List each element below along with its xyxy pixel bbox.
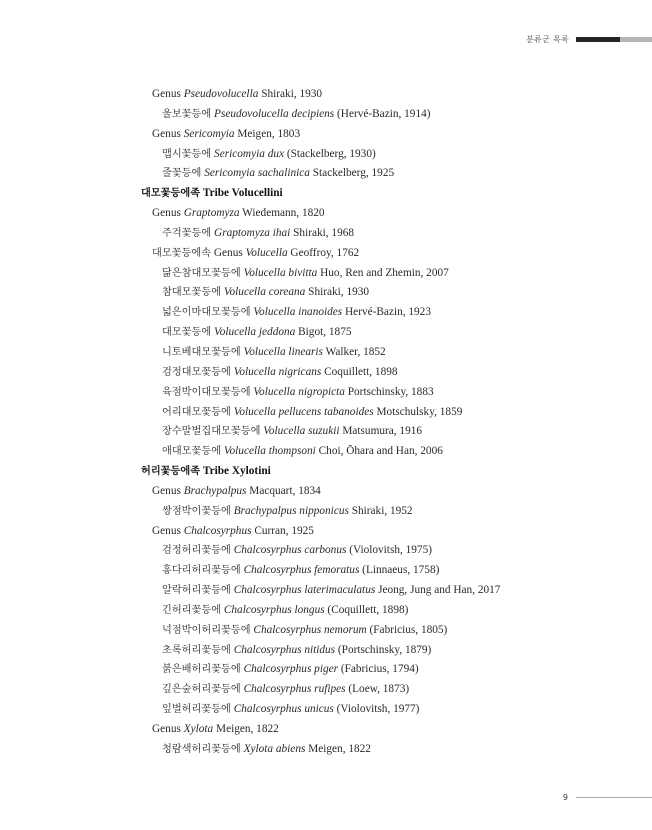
scientific-name: Chalcosyrphus xyxy=(183,524,252,537)
entry-authority: Matsumura, 1916 xyxy=(339,425,423,438)
entry-authority: Meigen, 1822 xyxy=(305,742,371,755)
species-entry xyxy=(0,164,652,184)
entry-authority: Stackelberg, 1925 xyxy=(309,167,395,180)
entry-authority: Hervé-Bazin, 1923 xyxy=(342,306,431,319)
scientific-name: Graptomyza ihai xyxy=(214,226,291,239)
genus-entry xyxy=(0,482,652,502)
korean-name: 주걱꽃등에 xyxy=(162,227,212,239)
korean-name: 어리대모꽃등에 xyxy=(162,406,231,418)
page-footer xyxy=(563,793,652,802)
entry-authority: (Hervé-Bazin, 1914) xyxy=(334,107,431,120)
species-entry xyxy=(0,442,652,462)
species-entry xyxy=(0,383,652,403)
species-entry xyxy=(0,641,652,661)
tribe-entry xyxy=(0,184,652,204)
korean-name: 검정허리꽃등에 xyxy=(162,545,231,557)
footer-rule xyxy=(576,797,652,798)
korean-name: 참대모꽃등에 xyxy=(162,287,222,299)
korean-name: 청람색허리꽃등에 xyxy=(162,743,241,755)
species-entry xyxy=(0,264,652,284)
korean-name: 넉점박이허리꽃등에 xyxy=(162,624,251,636)
scientific-name: Pseudovolucella decipiens xyxy=(214,107,335,120)
genus-entry xyxy=(0,720,652,740)
entry-authority: (Fabricius, 1805) xyxy=(366,623,448,636)
korean-name: 애대모꽃등에 xyxy=(162,446,222,458)
scientific-name: Volucella jeddona xyxy=(214,326,296,339)
entry-authority: (Loew, 1873) xyxy=(345,683,410,696)
species-entry xyxy=(0,621,652,641)
genus-entry xyxy=(0,125,652,145)
taxon-list xyxy=(0,85,652,760)
scientific-name: Volucella coreana xyxy=(223,286,306,299)
species-entry xyxy=(0,343,652,363)
species-entry xyxy=(0,502,652,522)
entry-authority: (Violovitsh, 1977) xyxy=(333,703,420,716)
scientific-name: Xylota xyxy=(183,723,214,735)
entry-authority: Portschinsky, 1883 xyxy=(344,385,434,398)
entry-authority: (Fabricius, 1794) xyxy=(338,663,419,676)
entry-prefix: Genus xyxy=(152,207,184,220)
scientific-name: Sericomyia sachalinica xyxy=(204,167,310,180)
entry-authority: Huo, Ren and Zhemin, 2007 xyxy=(317,266,449,279)
entry-authority: (Linnaeus, 1758) xyxy=(359,564,440,577)
scientific-name: Chalcosyrphus rufipes xyxy=(243,683,346,696)
korean-name: 붉은배허리꽃등에 xyxy=(162,664,241,676)
scientific-name: Volucella pellucens tabanoides xyxy=(233,405,374,418)
entry-authority: Walker, 1852 xyxy=(322,345,386,358)
entry-authority: Meigen, 1822 xyxy=(213,723,279,735)
scientific-name: Sericomyia xyxy=(183,127,235,140)
header-bar-light xyxy=(620,37,652,42)
scientific-name: Volucella thompsoni xyxy=(223,445,316,458)
genus-entry xyxy=(0,85,652,105)
korean-name: 울보꽃등에 xyxy=(162,108,212,120)
species-entry xyxy=(0,105,652,125)
entry-authority: (Stackelberg, 1930) xyxy=(284,147,376,160)
entry-prefix: Tribe Volucellini xyxy=(200,187,283,200)
scientific-name: Volucella xyxy=(245,246,288,259)
species-entry xyxy=(0,363,652,383)
korean-name: 육점박이대모꽃등에 xyxy=(162,386,251,398)
entry-authority: Shiraki, 1930 xyxy=(305,286,370,299)
scientific-name: Chalcosyrphus nemorum xyxy=(253,623,367,636)
korean-name: 검정대모꽃등에 xyxy=(162,366,231,378)
tribe-entry xyxy=(0,462,652,482)
entry-authority: Shiraki, 1930 xyxy=(258,88,323,100)
korean-name: 대모꽃등에족 xyxy=(141,188,201,200)
entry-prefix: Genus xyxy=(152,723,184,735)
entry-authority: Motschulsky, 1859 xyxy=(373,405,463,418)
entry-authority: Bigot, 1875 xyxy=(295,326,352,339)
species-entry xyxy=(0,303,652,323)
korean-name: 대모꽃등에 xyxy=(162,327,212,339)
scientific-name: Brachypalpus xyxy=(183,484,247,497)
entry-authority: Macquart, 1834 xyxy=(246,484,321,497)
scientific-name: Chalcosyrphus piger xyxy=(243,663,339,676)
species-entry xyxy=(0,680,652,700)
scientific-name: Volucella inanoides xyxy=(253,306,343,319)
species-entry xyxy=(0,422,652,442)
korean-name: 잎벌허리꽃등에 xyxy=(162,704,231,716)
korean-name: 초록허리꽃등에 xyxy=(162,644,231,656)
korean-name: 넓은이마대모꽃등에 xyxy=(162,307,251,319)
scientific-name: Sericomyia dux xyxy=(214,147,285,160)
scientific-name: Volucella linearis xyxy=(243,345,323,358)
entry-authority: Shiraki, 1952 xyxy=(348,504,413,517)
korean-name: 긴허리꽃등에 xyxy=(162,604,222,616)
korean-name: 깊은숲허리꽃등에 xyxy=(162,684,241,696)
scientific-name: Graptomyza xyxy=(183,207,240,220)
korean-name: 줄꽃등에 xyxy=(162,168,202,180)
scientific-name: Volucella bivitta xyxy=(243,266,318,279)
scientific-name: Pseudovolucella xyxy=(183,88,259,100)
species-entry xyxy=(0,601,652,621)
entry-authority: Meigen, 1803 xyxy=(234,127,301,140)
entry-authority: (Violovitsh, 1975) xyxy=(346,544,432,557)
korean-name: 맵시꽃등에 xyxy=(162,148,212,160)
entry-authority: (Coquillett, 1898) xyxy=(324,603,409,616)
species-entry xyxy=(0,145,652,165)
species-entry xyxy=(0,323,652,343)
page-header xyxy=(526,32,652,46)
species-entry xyxy=(0,581,652,601)
scientific-name: Chalcosyrphus carbonus xyxy=(233,544,347,557)
entry-prefix: Genus xyxy=(152,88,184,100)
entry-prefix: Genus xyxy=(211,246,246,259)
species-entry xyxy=(0,700,652,720)
korean-name: 홍다리허리꽃등에 xyxy=(162,565,241,577)
entry-prefix: Genus xyxy=(152,127,184,140)
scientific-name: Chalcosyrphus femoratus xyxy=(243,564,360,577)
scientific-name: Volucella nigropicta xyxy=(253,385,345,398)
entry-authority: Geoffroy, 1762 xyxy=(287,246,360,259)
genus-entry xyxy=(0,522,652,542)
entry-authority: Choi, Ōhara and Han, 2006 xyxy=(315,445,443,458)
page-number: 9 xyxy=(562,793,568,802)
entry-authority: Coquillett, 1898 xyxy=(321,365,398,378)
scientific-name: Chalcosyrphus laterimaculatus xyxy=(233,584,376,597)
korean-name: 장수말벌집대모꽃등에 xyxy=(162,426,261,438)
entry-prefix: Tribe Xylotini xyxy=(200,465,271,478)
korean-name: 대모꽃등에속 xyxy=(152,247,212,259)
scientific-name: Chalcosyrphus nitidus xyxy=(233,643,336,656)
scientific-name: Brachypalpus nipponicus xyxy=(233,504,349,517)
genus-entry xyxy=(0,244,652,264)
entry-prefix: Genus xyxy=(152,524,184,537)
scientific-name: Volucella nigricans xyxy=(233,365,322,378)
scientific-name: Chalcosyrphus longus xyxy=(223,603,325,616)
korean-name: 쌍점박이꽃등에 xyxy=(162,505,231,517)
entry-authority: Wiedemann, 1820 xyxy=(239,207,325,220)
header-bar xyxy=(576,37,652,42)
entry-authority: Shiraki, 1968 xyxy=(290,226,355,239)
entry-authority: Jeong, Jung and Han, 2017 xyxy=(375,584,501,597)
genus-entry xyxy=(0,204,652,224)
korean-name: 닮은참대모꽃등에 xyxy=(162,267,241,279)
section-title: 분류군 목록 xyxy=(526,34,569,44)
scientific-name: Chalcosyrphus unicus xyxy=(233,703,334,716)
species-entry xyxy=(0,541,652,561)
species-entry xyxy=(0,224,652,244)
korean-name: 알락허리꽃등에 xyxy=(162,585,231,597)
entry-authority: (Portschinsky, 1879) xyxy=(335,643,432,656)
korean-name: 니토베대모꽃등에 xyxy=(162,346,241,358)
species-entry xyxy=(0,403,652,423)
entry-prefix: Genus xyxy=(152,484,184,497)
species-entry xyxy=(0,660,652,680)
species-entry xyxy=(0,561,652,581)
scientific-name: Xylota abiens xyxy=(243,742,306,755)
scientific-name: Volucella suzukii xyxy=(263,425,340,438)
species-entry xyxy=(0,740,652,760)
entry-authority: Curran, 1925 xyxy=(251,524,314,537)
header-bar-dark xyxy=(576,37,620,42)
korean-name: 허리꽃등에족 xyxy=(141,466,201,478)
species-entry xyxy=(0,283,652,303)
